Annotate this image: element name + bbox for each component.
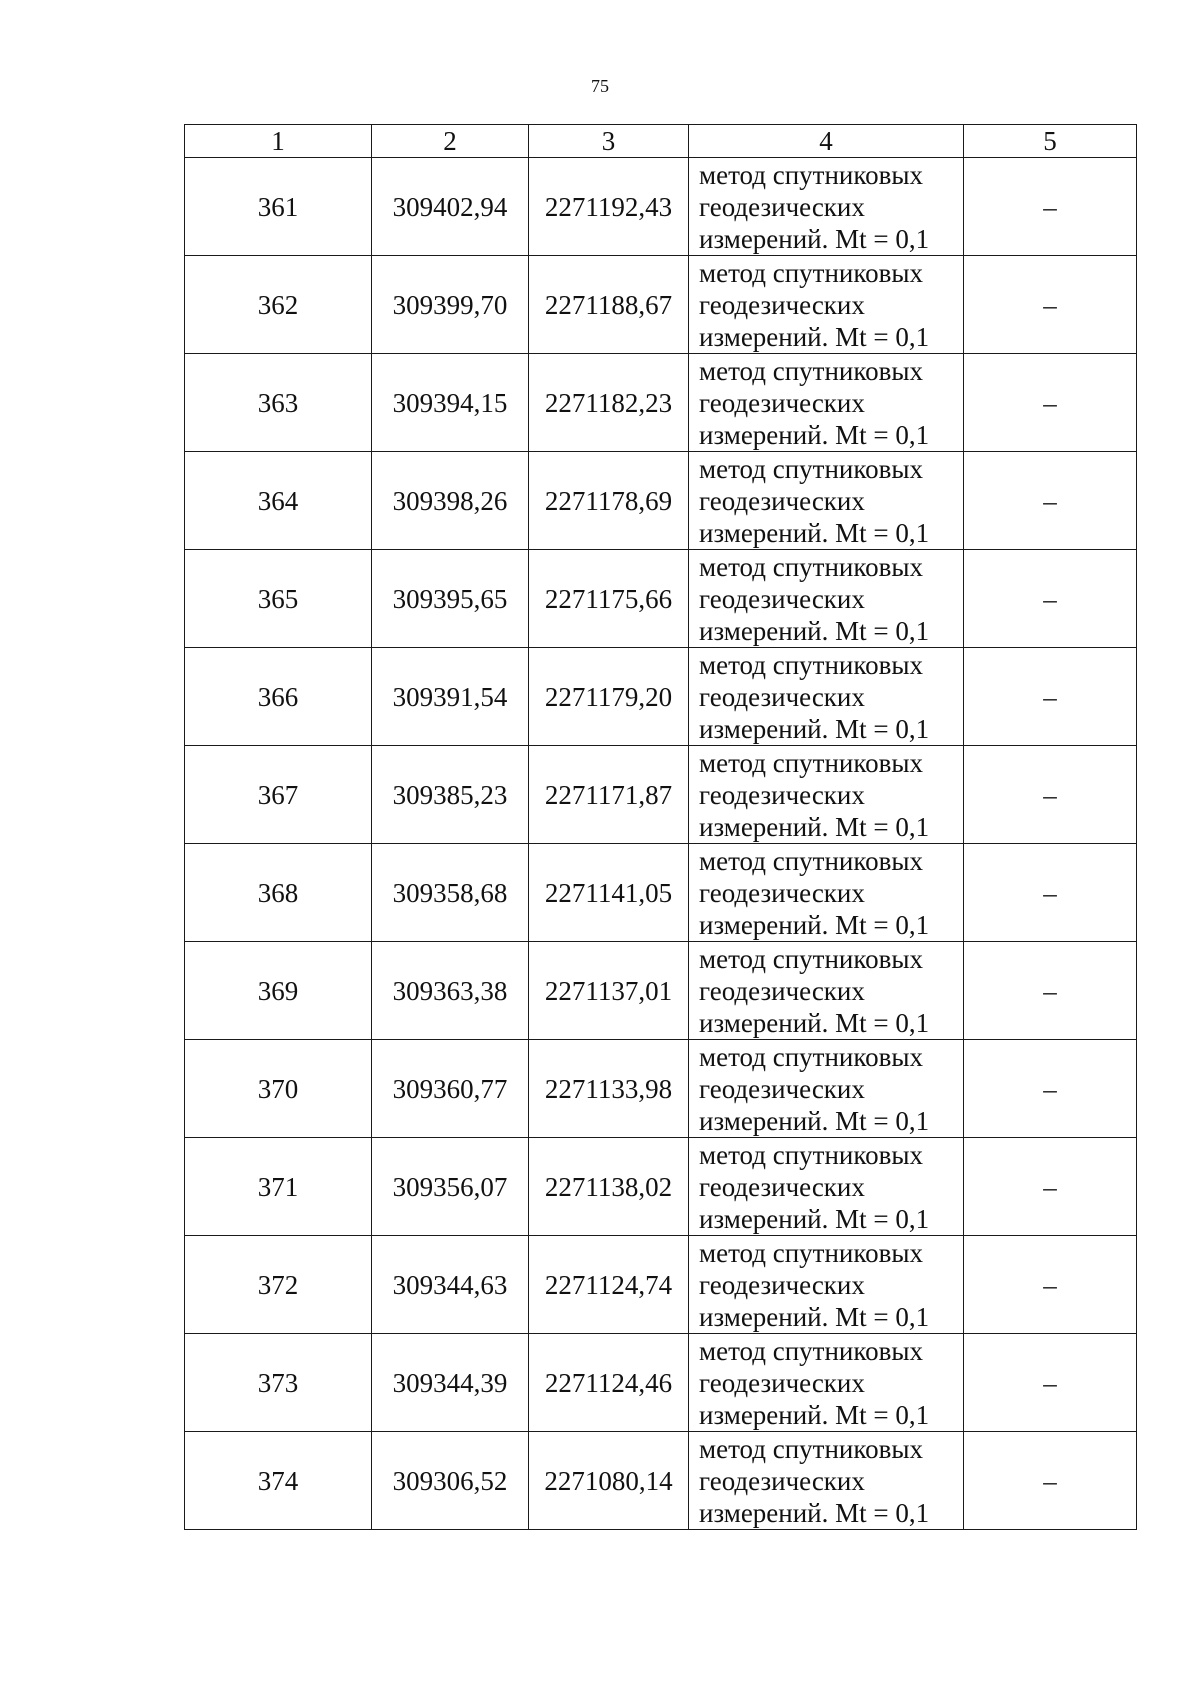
- method-text-line: метод спутниковых: [699, 257, 923, 288]
- note-cell: –: [964, 1040, 1137, 1138]
- point-number-cell: 367: [185, 746, 372, 844]
- y-coordinate-cell: 2271179,20: [529, 648, 689, 746]
- table-row: [185, 256, 1137, 354]
- note-cell: –: [964, 844, 1137, 942]
- y-coordinate-cell: 2271192,43: [529, 158, 689, 256]
- method-text-line: метод спутниковых: [699, 159, 923, 190]
- point-number-cell: 374: [185, 1432, 372, 1530]
- note-cell: –: [964, 1236, 1137, 1334]
- method-text-line: измерений. Mt = 0,1: [699, 1399, 930, 1430]
- method-text-line: измерений. Mt = 0,1: [699, 223, 930, 254]
- method-cell: [689, 746, 964, 844]
- x-coordinate-cell: 309402,94: [372, 158, 529, 256]
- x-coordinate-cell: 309398,26: [372, 452, 529, 550]
- note-cell: –: [964, 1138, 1137, 1236]
- method-text-line: геодезических: [699, 1171, 865, 1202]
- x-coordinate-cell: 309385,23: [372, 746, 529, 844]
- method-text-line: измерений. Mt = 0,1: [699, 811, 930, 842]
- method-text-line: геодезических: [699, 1367, 865, 1398]
- header-col-2: 2: [372, 125, 529, 158]
- note-cell: –: [964, 746, 1137, 844]
- method-text-line: измерений. Mt = 0,1: [699, 713, 930, 744]
- x-coordinate-cell: 309358,68: [372, 844, 529, 942]
- method-cell: [689, 844, 964, 942]
- method-text-line: метод спутниковых: [699, 355, 923, 386]
- page-number: 75: [591, 76, 609, 96]
- y-coordinate-cell: 2271137,01: [529, 942, 689, 1040]
- note-cell: –: [964, 1334, 1137, 1432]
- y-coordinate-cell: 2271182,23: [529, 354, 689, 452]
- method-text-line: метод спутниковых: [699, 649, 923, 680]
- x-coordinate-cell: 309344,39: [372, 1334, 529, 1432]
- note-cell: –: [964, 158, 1137, 256]
- method-text-line: геодезических: [699, 191, 865, 222]
- note-cell: –: [964, 1432, 1137, 1530]
- method-text-line: геодезических: [699, 975, 865, 1006]
- note-cell: –: [964, 256, 1137, 354]
- method-text-line: измерений. Mt = 0,1: [699, 909, 930, 940]
- method-text-line: геодезических: [699, 1465, 865, 1496]
- point-number-cell: 361: [185, 158, 372, 256]
- method-text-line: метод спутниковых: [699, 453, 923, 484]
- method-cell: [689, 256, 964, 354]
- header-col-4: 4: [689, 125, 964, 158]
- method-cell: [689, 1040, 964, 1138]
- method-text-line: метод спутниковых: [699, 1433, 923, 1464]
- method-text-line: геодезических: [699, 387, 865, 418]
- x-coordinate-cell: 309363,38: [372, 942, 529, 1040]
- table-row: [185, 1040, 1137, 1138]
- point-number-cell: 368: [185, 844, 372, 942]
- method-text-line: метод спутниковых: [699, 1041, 923, 1072]
- method-cell: [689, 1334, 964, 1432]
- method-text-line: геодезических: [699, 681, 865, 712]
- method-cell: [689, 942, 964, 1040]
- note-cell: –: [964, 942, 1137, 1040]
- point-number-cell: 364: [185, 452, 372, 550]
- y-coordinate-cell: 2271133,98: [529, 1040, 689, 1138]
- y-coordinate-cell: 2271138,02: [529, 1138, 689, 1236]
- x-coordinate-cell: 309399,70: [372, 256, 529, 354]
- table-row: [185, 158, 1137, 256]
- table-row: [185, 648, 1137, 746]
- y-coordinate-cell: 2271171,87: [529, 746, 689, 844]
- method-text-line: метод спутниковых: [699, 551, 923, 582]
- table-row: [185, 942, 1137, 1040]
- point-number-cell: 373: [185, 1334, 372, 1432]
- table-row: [185, 550, 1137, 648]
- method-text-line: измерений. Mt = 0,1: [699, 1203, 930, 1234]
- method-text-line: метод спутниковых: [699, 845, 923, 876]
- coordinates-table: [184, 124, 1137, 1530]
- point-number-cell: 365: [185, 550, 372, 648]
- x-coordinate-cell: 309391,54: [372, 648, 529, 746]
- point-number-cell: 370: [185, 1040, 372, 1138]
- point-number-cell: 371: [185, 1138, 372, 1236]
- method-text-line: геодезических: [699, 289, 865, 320]
- method-text-line: метод спутниковых: [699, 747, 923, 778]
- method-cell: [689, 1432, 964, 1530]
- table-row: [185, 746, 1137, 844]
- method-text-line: измерений. Mt = 0,1: [699, 1301, 930, 1332]
- method-cell: [689, 158, 964, 256]
- method-text-line: метод спутниковых: [699, 1237, 923, 1268]
- method-text-line: измерений. Mt = 0,1: [699, 1497, 930, 1528]
- table-body: [185, 158, 1137, 1530]
- method-text-line: геодезических: [699, 877, 865, 908]
- method-text-line: измерений. Mt = 0,1: [699, 615, 930, 646]
- table-row: [185, 1432, 1137, 1530]
- y-coordinate-cell: 2271124,46: [529, 1334, 689, 1432]
- table-row: [185, 452, 1137, 550]
- note-cell: –: [964, 354, 1137, 452]
- table-header: [185, 125, 1137, 158]
- method-text-line: измерений. Mt = 0,1: [699, 1105, 930, 1136]
- header-col-1: 1: [185, 125, 372, 158]
- method-text-line: измерений. Mt = 0,1: [699, 517, 930, 548]
- method-text-line: метод спутниковых: [699, 1139, 923, 1170]
- y-coordinate-cell: 2271175,66: [529, 550, 689, 648]
- x-coordinate-cell: 309344,63: [372, 1236, 529, 1334]
- y-coordinate-cell: 2271178,69: [529, 452, 689, 550]
- y-coordinate-cell: 2271080,14: [529, 1432, 689, 1530]
- header-row: [185, 125, 1137, 158]
- point-number-cell: 369: [185, 942, 372, 1040]
- method-cell: [689, 1236, 964, 1334]
- note-cell: –: [964, 550, 1137, 648]
- method-cell: [689, 648, 964, 746]
- method-cell: [689, 452, 964, 550]
- point-number-cell: 362: [185, 256, 372, 354]
- table-row: [185, 1236, 1137, 1334]
- method-text-line: геодезических: [699, 485, 865, 516]
- method-text-line: геодезических: [699, 1269, 865, 1300]
- header-col-5: 5: [964, 125, 1137, 158]
- header-col-3: 3: [529, 125, 689, 158]
- table-row: [185, 354, 1137, 452]
- method-text-line: геодезических: [699, 583, 865, 614]
- y-coordinate-cell: 2271141,05: [529, 844, 689, 942]
- x-coordinate-cell: 309360,77: [372, 1040, 529, 1138]
- method-text-line: метод спутниковых: [699, 1335, 923, 1366]
- x-coordinate-cell: 309394,15: [372, 354, 529, 452]
- method-text-line: измерений. Mt = 0,1: [699, 419, 930, 450]
- point-number-cell: 366: [185, 648, 372, 746]
- table-row: [185, 1334, 1137, 1432]
- method-cell: [689, 550, 964, 648]
- table-row: [185, 844, 1137, 942]
- method-cell: [689, 1138, 964, 1236]
- method-cell: [689, 354, 964, 452]
- method-text-line: измерений. Mt = 0,1: [699, 321, 930, 352]
- x-coordinate-cell: 309356,07: [372, 1138, 529, 1236]
- table-row: [185, 1138, 1137, 1236]
- point-number-cell: 372: [185, 1236, 372, 1334]
- method-text-line: метод спутниковых: [699, 943, 923, 974]
- point-number-cell: 363: [185, 354, 372, 452]
- x-coordinate-cell: 309306,52: [372, 1432, 529, 1530]
- method-text-line: геодезических: [699, 1073, 865, 1104]
- note-cell: –: [964, 648, 1137, 746]
- y-coordinate-cell: 2271124,74: [529, 1236, 689, 1334]
- note-cell: –: [964, 452, 1137, 550]
- x-coordinate-cell: 309395,65: [372, 550, 529, 648]
- y-coordinate-cell: 2271188,67: [529, 256, 689, 354]
- method-text-line: измерений. Mt = 0,1: [699, 1007, 930, 1038]
- method-text-line: геодезических: [699, 779, 865, 810]
